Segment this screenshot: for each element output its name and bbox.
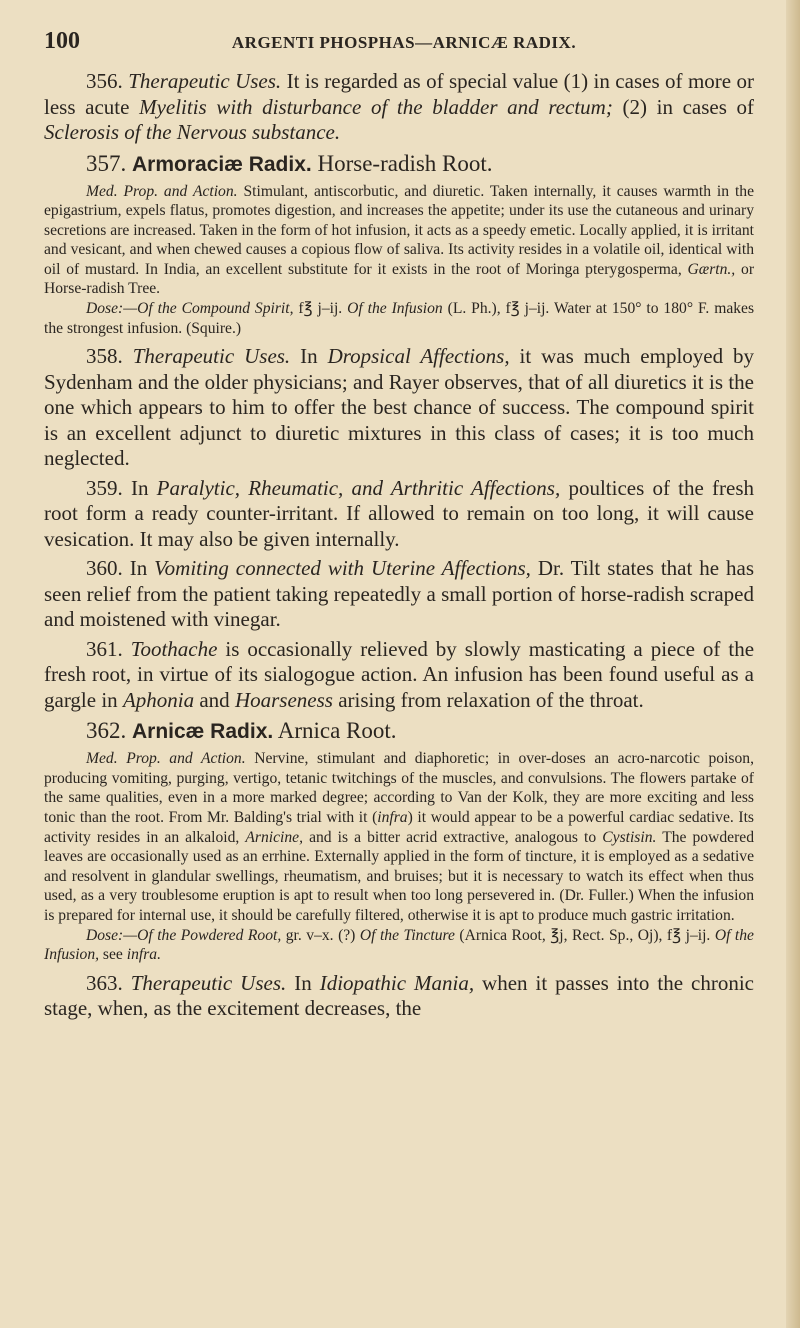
paragraph-358: 358. Therapeutic Uses. In Dropsical Affections, it was much employed by Sydenham and the older physicians; and Rayer observes, that of all diuretics it is the one which appears to him to offer the best chance of success. The compound spirit is an excellent adjunct to diuretic mixtures in this class of cases; it is too much neglected. bbox=[44, 344, 755, 471]
page-number: 100 bbox=[44, 28, 80, 54]
med-prop-357: Med. Prop. and Action. Stimulant, antiscorbutic, and diuretic. Taken internally, it causes warmth in the epigastrium, expels flatus, promotes digestion, and increases the appetite; under its use the cutaneous and urinary secretions are increased. Taken in the form of hot infusion, it acts as a speedy emetic. Locally applied, it is irritant and vesicant, and when chewed causes a copious flow of saliva. Its activity resides in a volatile oil, identical with oil of mustard. In India, an excellent substitute for it exists in the root of Moringa pterygosperma, Gærtn., or Horse-radish Tree. bbox=[44, 182, 755, 298]
dose-362: Dose:—Of the Powdered Root, gr. v–x. (?) Of the Tincture (Arnica Root, ℥j, Rect. Sp., Oj), f℥ j–ij. Of the Infusion, see infra. bbox=[44, 926, 754, 964]
section-heading-362: 362. Arnicæ Radix. Arnica Root. bbox=[86, 718, 397, 744]
dose-357: Dose:—Of the Compound Spirit, f℥ j–ij. Of the Infusion (L. Ph.), f℥ j–ij. Water at 150° to 180° F. makes the strongest infusion. (Squire.) bbox=[44, 300, 755, 337]
book-page bbox=[44, 28, 754, 1022]
paragraph-363: 363. Therapeutic Uses. In Idiopathic Mania, when it passes into the chronic stage, when, as the excitement decreases, the bbox=[44, 970, 754, 1021]
paragraph-356: 356. Therapeutic Uses. It is regarded as of special value (1) in cases of more or less acute Myelitis with disturbance of the bladder and rectum; (2) in cases of Sclerosis of the Nervous substance. bbox=[44, 69, 755, 144]
paragraph-360: 360. In Vomiting connected with Uterine Affections, Dr. Tilt states that he has seen relief from the patient taking repeatedly a small portion of horse-radish scraped and moistened with vinegar. bbox=[44, 556, 755, 632]
running-title: ARGENTI PHOSPHAS—ARNICÆ RADIX. bbox=[231, 33, 577, 52]
paragraph-361: 361. Toothache is occasionally relieved by slowly masticating a piece of the fresh root, in virtue of its sialogogue action. An infusion has been found useful as a gargle in Aphonia and Hoarseness arising from relaxation of the throat. bbox=[44, 636, 755, 712]
paragraph-359: 359. In Paralytic, Rheumatic, and Arthritic Affections, poultices of the fresh root form a ready counter-irritant. If allowed to remain on too long, it will cause vesication. It may also be given internally. bbox=[44, 475, 754, 551]
page-edge-shadow bbox=[786, 0, 800, 1328]
section-heading-357: 357. Armoraciæ Radix. Horse-radish Root. bbox=[86, 150, 493, 176]
page-header bbox=[44, 28, 754, 55]
med-prop-362: Med. Prop. and Action. Nervine, stimulant and diaphoretic; in over-doses an acro-narcotic poison, producing vomiting, purging, vertigo, tetanic twitchings of the muscles, and convulsions. The flowers partake of the same qualities, even in a more marked degree; according to Van der Kolk, they are more exciting and less tonic than the root. From Mr. Balding's trial with it (infra) it would appear to be a powerful cardiac sedative. Its activity resides in an alkaloid, Arnicine, and is a bitter acrid extractive, analogous to Cystisin. The powdered leaves are occasionally used as an errhine. Externally applied in the form of tincture, it is employed as a sedative and resolvent in glandular swellings, rheumatism, and bruises; but it is necessary to watch its effect when thus used, as a very troublesome eruption is apt to result when too long persevered in. (Dr. Fuller.) When the infusion is prepared for internal use, it should be carefully filtered, otherwise it is apt to produce much gastric irritation. bbox=[44, 750, 754, 924]
